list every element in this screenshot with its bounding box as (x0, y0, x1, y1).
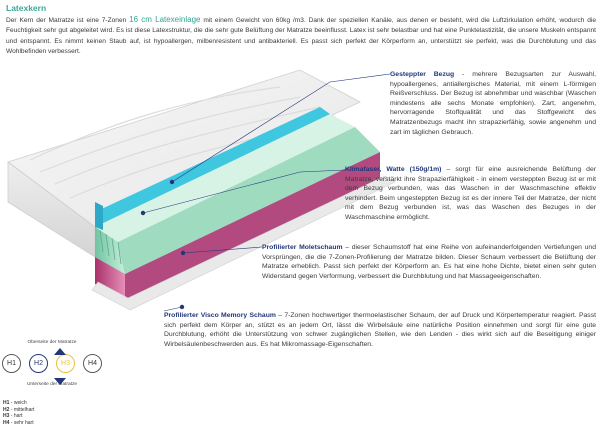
arrow-up-icon (54, 348, 66, 355)
feature-text: – sorgt für eine ausreichende Belüftung der Matratze, verstärkt ihre Strapazierfähigkeit - in einem versteppten Bezug ist er mit dem Bezug verbunden, was das Waschen in der Waschmaschine effektiv verhindert. Beim ungesteppten Bezug ist es der innere Teil der Matratze, der nicht mit dem Bezug verbunden ist, was das Waschen des Bezuges in der Waschmaschine ermöglicht. (345, 166, 597, 221)
intro-text-before: Der Kern der Matratze ist eine 7-Zonen (6, 17, 130, 24)
firmness-legend (2, 340, 112, 387)
feature-title: Profilierter Visco Memory Schaum (164, 312, 276, 319)
firmness-key-item: H4 - sehr hart (3, 419, 34, 426)
intro-text-after: mit einem Gewicht von 60kg /m3. Dank der speziellen Kanäle, aus denen er besteht, wird die Luftzirkulation erhöht, wodurch die Feuchtigkeit sehr gut abgeleitet wird. Es ist diese Latexstruktur, die die sehr gute Belüftung der Matratze beeinflusst. Latex ist sehr belastbar und hat eine Punktelastizität, die unsere Muskeln entspannt und entspannt. Es nimmt keinen Staub auf, ist hypoallergen, milbenresistent und antibakteriell. Es passt sich perfekt der Körperform an, unterstützt sie perfekt, was die Durchblutung und das Wohlbefinden verbessert. (6, 17, 596, 55)
firmness-h1-badge: H1 (2, 354, 21, 373)
firmness-h4-badge: H4 (83, 354, 102, 373)
legend-bottom-caption: Unterseite der Matratze (26, 382, 78, 387)
firmness-codes (2, 354, 102, 373)
feature-visco-memory-foam (164, 311, 596, 349)
feature-climate-fiber (345, 165, 596, 223)
firmness-key-item: H2 - mittelhart (3, 406, 35, 413)
section-heading: Latexkern (6, 3, 47, 13)
feature-profiled-molet-foam (262, 243, 596, 281)
arrow-down-icon (54, 378, 66, 385)
firmness-key-list (3, 400, 34, 426)
legend-top-caption: Oberseite der Matratze (27, 340, 77, 345)
feature-title: Profilierter Moletschaum (262, 244, 343, 251)
firmness-h2-badge: H2 (29, 354, 48, 373)
intro-paragraph (6, 15, 596, 57)
mattress-cross-section-illustration (0, 52, 400, 322)
feature-text: – 7-Zonen hochwertiger thermoelastischer Schaum, der auf Druck und Körpertemperatur reagiert. Passt sich perfekt dem Körper an, stützt es an jedem Ort, lässt die Wirbelsäule eine natürliche Position einnehmen und sorgt für eine gute Durchblutung, erhöht die Unterstützung von schwer zugänglichen Stellen, wie den Lenden - dies wirkt sich auf die Beseitigung einiger Wirbelsäulenbeschwerden aus. Es hat Mikromassage-Eigenschaften. (164, 312, 596, 348)
firmness-key-item: H3 - hart (3, 413, 23, 420)
feature-text: - mehrere Bezugsarten zur Auswahl, hypoallergenes, antiallergisches Material, mit einem L-förmigen Reißverschluss. Der Bezug ist abnehmbar und waschbar (Waschen mindestens alle sechs Monate empfohlen). Zart, angenehm, hervorragende Stoffqualität und das Stoffgewicht des Matratzenbezugs macht ihn strapazierfähig, sowie angenehm und zart im täglichen Gebrauch. (390, 71, 596, 136)
intro-highlight: 16 cm Latexeinlage (129, 15, 201, 24)
feature-text: – dieser Schaumstoff hat eine Reihe von aufeinanderfolgenden Vertiefungen und Vorsprüngen, die die 7-Zonen-Profilierung der Matratze bilden. Dieser Schaum verbessert die Belüftung der Matratze erheblich. Passt sich perfekt der Körperform an. Es hat eine hohe Dichte, bietet einen sehr guten Widerstand gegen Verformung, verbessert die Durchblutung und hat Massageeigenschaften. (262, 244, 596, 280)
firmness-key-item: H1 - weich (3, 400, 27, 406)
firmness-h3-badge: H3 (56, 354, 75, 373)
feature-title: Gesteppter Bezug (390, 71, 455, 78)
feature-quilted-cover (390, 70, 596, 137)
feature-title: Klimafaser, Watte (150g/1m) (345, 166, 442, 173)
